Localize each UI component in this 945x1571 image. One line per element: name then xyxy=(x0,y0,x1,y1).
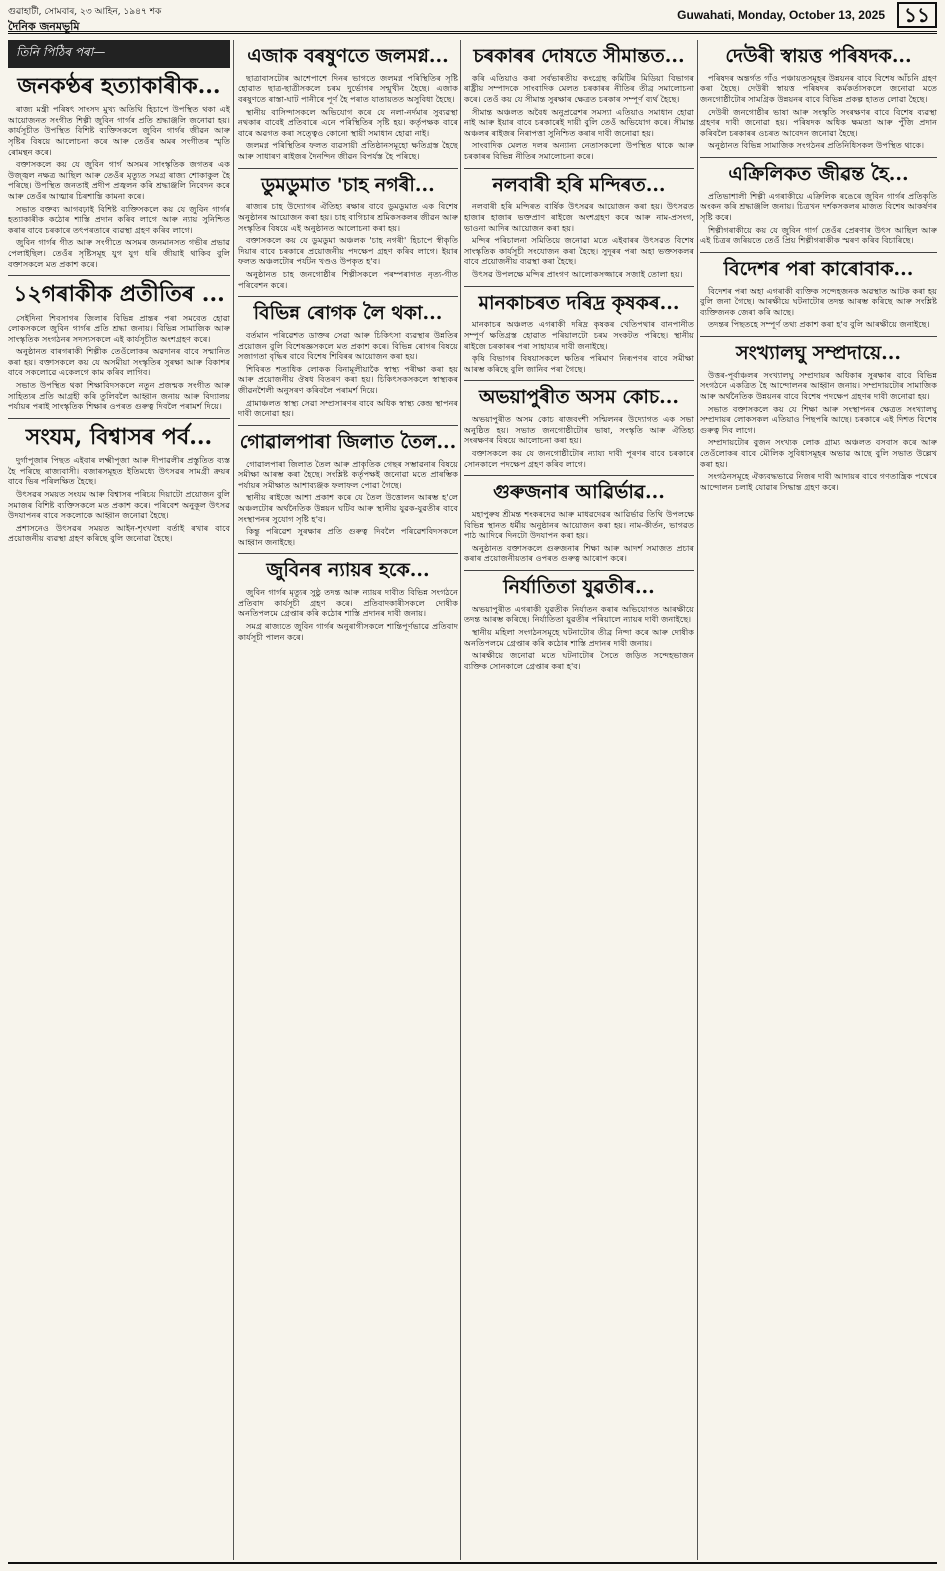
article-headline: এজাক বৰষুণতে জলমগ্ন... xyxy=(247,45,449,67)
newspaper-brand: দৈনিক জনমভূমি xyxy=(8,20,80,33)
article-paragraph: জুবিন গাৰ্গৰ গীত আৰু সংগীতে অসমৰ জনমানসত গভীৰ প্ৰভাৱ পেলাইছিল। তেওঁৰ সৃষ্টিসমূহ যুগ যুগ ধৰি জীয়াই থাকিব বুলি বক্তাসকলে মত প্ৰকাশ কৰে। xyxy=(8,237,230,269)
article-paragraph: অভয়াপুৰীত এগৰাকী যুৱতীক নিৰ্যাতন কৰাৰ অভিযোগত আৰক্ষীয়ে তদন্ত আৰম্ভ কৰিছে। নিৰ্যাতিতা যুৱতীৰ পৰিয়ালে ন্যায়ৰ দাবী জনাইছে। xyxy=(464,603,694,625)
article-paragraph: কৰি এতিয়াও কৰা সৰ্বভাৰতীয় কংগ্ৰেছ কমিটিৰ মিডিয়া বিভাগৰ ৰাষ্ট্ৰীয় সম্পাদকে সাংবাদিক মেলত চৰকাৰৰ নীতিৰ তীব্ৰ সমালোচনা কৰে। তেওঁ কয় যে সীমান্ত সুৰক্ষাৰ ক্ষেত্ৰত চৰকাৰ সম্পূৰ্ণ ব্যৰ্থ হৈছে। xyxy=(464,72,694,105)
article-headline: চৰকাৰৰ দোষতে সীমান্তত... xyxy=(473,45,685,67)
article-paragraph: দেউৰী জনগোষ্ঠীৰ ভাষা আৰু সংস্কৃতি সংৰক্ষণৰ বাবে বিশেষ ব্যৱস্থা গ্ৰহণৰ দাবী জনোৱা হয়। পৰিষদক অধিক ক্ষমতা আৰু পুঁজি প্ৰদান কৰিবলৈ চৰকাৰৰ ওচৰত আবেদন জনোৱা হৈছে। xyxy=(700,106,937,138)
article-paragraph: মন্দিৰ পৰিচালনা সমিতিয়ে জনোৱা মতে এইবাৰৰ উৎসৱত বিশেষ সাংস্কৃতিক কাৰ্যসূচী সংযোজন কৰা হৈছে। সুদূৰৰ পৰা অহা ভক্তসকলৰ বাবে প্ৰয়োজনীয় ব্যৱস্থা কৰা হৈছে। xyxy=(464,235,694,267)
article-paragraph: কিন্তু পৰিৱেশ সুৰক্ষাৰ প্ৰতি গুৰুত্ব দিবলৈ পৰিৱেশবিদসকলে আহ্বান জনাইছে। xyxy=(238,526,458,547)
masthead-rule xyxy=(8,31,937,34)
article-paragraph: অনুষ্ঠানত বাৰগৰাকী শিল্পীক তেওঁলোকৰ অৱদানৰ বাবে সন্মানিত কৰা হয়। বক্তাসকলে কয় যে অসমীয়া সংস্কৃতিৰ সুৰক্ষা আৰু বিকাশৰ বাবে সকলোৱে একেলগে কাম কৰিব লাগিব। xyxy=(8,346,230,378)
article-paragraph: শিল্পীগৰাকীয়ে কয় যে জুবিন গাৰ্গ তেওঁৰ প্ৰেৰণাৰ উৎস আছিল আৰু এই চিত্ৰৰ জৰিয়তে তেওঁ প্ৰিয় শিল্পীগৰাকীক স্মৰণ কৰিব বিচাৰিছে। xyxy=(700,224,937,246)
article-body xyxy=(700,73,937,151)
article-body xyxy=(464,73,694,162)
article-separator xyxy=(464,168,694,169)
continued-kicker: তিনি পিঠিৰ পৰা— xyxy=(8,40,230,68)
article-body xyxy=(8,455,230,544)
masthead-dateline-right: Guwahati, Monday, October 13, 2025 xyxy=(677,8,885,22)
article-paragraph: সভাত বক্তাসকলে কয় যে শিক্ষা আৰু সংস্থাপনৰ ক্ষেত্ৰত সংখ্যালঘু সম্প্ৰদায়ৰ লোকসকল এতিয়াও পিছপৰি আছে। চৰকাৰে এই দিশত বিশেষ গুৰুত্ব দিব লাগে। xyxy=(700,403,937,435)
article-paragraph: ৰাজ্যৰ চাহ উদ্যোগৰ ঐতিহ্য ৰক্ষাৰ বাবে ডুমডুমাত এক বিশেষ অনুষ্ঠানৰ আয়োজন কৰা হয়। চাহ বাগিচাৰ শ্ৰমিকসকলৰ জীৱন আৰু সংস্কৃতিৰ বিষয়ে এই অনুষ্ঠানত আলোচনা কৰা হয়। xyxy=(238,201,458,233)
column-4 xyxy=(700,40,937,1560)
article-headline: জুবিনৰ ন্যায়ৰ হকে... xyxy=(266,559,430,582)
article-headline: মানকাচৰত দৰিদ্ৰ কৃষকৰ... xyxy=(478,291,680,314)
article-body xyxy=(238,459,458,548)
article-separator xyxy=(238,553,458,554)
article-paragraph: বিদেশৰ পৰা অহা এগৰাকী ব্যক্তিক সন্দেহজনক অৱস্থাত আটক কৰা হয় বুলি জনা গৈছে। আৰক্ষীয়ে ঘটনাটোৰ তদন্ত আৰম্ভ কৰিছে আৰু সংশ্লিষ্ট ব্যক্তিজনক জেৰা কৰি আছে। xyxy=(700,285,937,317)
article-paragraph: নলবাৰী হৰি মন্দিৰত বাৰ্ষিক উৎসৱৰ আয়োজন কৰা হয়। উৎসৱত হাজাৰ হাজাৰ ভক্তপ্ৰাণ ৰাইজে অংশগ্ৰহণ কৰে আৰু নাম-প্ৰসংগ, ভাওনা আদিৰ আয়োজন কৰা হয়। xyxy=(464,201,694,233)
article-headline: সংখ্যালঘু সম্প্ৰদায়ে... xyxy=(736,342,901,365)
article-headline: ১২গৰাকীক প্ৰতীতিৰ ... xyxy=(13,281,225,308)
article-paragraph: স্থানীয় ৰাইজে আশা প্ৰকাশ কৰে যে তৈল উত্তোলন আৰম্ভ হ'লে অঞ্চলটোৰ অৰ্থনৈতিক উন্নয়ন ঘটিব আৰু স্থানীয় যুৱক-যুৱতীৰ বাবে সংস্থাপনৰ সুযোগ সৃষ্টি হ'ব। xyxy=(238,492,458,524)
article-headline: ডুমডুমাত 'চাহ নগৰী... xyxy=(261,173,435,196)
article-paragraph: বক্তাসকলে কয় যে জনগোষ্ঠীটোৰ ন্যায্য দাবী পূৰণৰ বাবে চৰকাৰে সোনকালে পদক্ষেপ গ্ৰহণ কৰিব লাগে। xyxy=(464,448,694,469)
article-headline: গুৰুজনাৰ আৱিৰ্ভাৱ... xyxy=(493,481,665,504)
article-paragraph: জুবিন গাৰ্গৰ মৃত্যুৰ সুষ্ঠু তদন্ত আৰু ন্যায়ৰ দাবীত বিভিন্ন সংগঠনে প্ৰতিবাদ কাৰ্যসূচী গ্ৰহণ কৰে। প্ৰতিবাদকাৰীসকলে দোষীক অনতিপলমে গ্ৰেপ্তাৰ কৰি কঠোৰ শাস্তি প্ৰদানৰ দাবী জনায়। xyxy=(238,587,458,619)
column-2 xyxy=(238,40,458,1560)
page-bottom-rule xyxy=(8,1562,937,1564)
article-paragraph: অনুষ্ঠানত বক্তাসকলে গুৰুজনাৰ শিক্ষা আৰু আদৰ্শ সমাজত প্ৰচাৰ কৰাৰ প্ৰয়োজনীয়তাৰ ওপৰত গুৰুত্ব আৰোপ কৰে। xyxy=(464,542,694,564)
article-paragraph: সভাত বক্তব্য আগবঢ়াই বিশিষ্ট ব্যক্তিসকলে কয় যে জুবিন গাৰ্গৰ হত্যাকাৰীক কঠোৰ শাস্তি প্ৰদান কৰিব লাগে আৰু ন্যায় সুনিশ্চিত কৰাৰ বাবে চৰকাৰে তৎপৰতাৰে ব্যৱস্থা গ্ৰহণ কৰিব লাগে। xyxy=(8,203,230,235)
article-paragraph: জলমগ্ন পৰিস্থিতিৰ ফলত ব্যৱসায়ী প্ৰতিষ্ঠানসমূহো ক্ষতিগ্ৰস্ত হৈছে আৰু সাধাৰণ ৰাইজৰ দৈনন্দিন জীৱন বিপৰ্যস্ত হৈ পৰিছে। xyxy=(238,140,458,161)
article-paragraph: অভয়াপুৰীত অসম কোচ ৰাজবংশী সন্মিলনৰ উদ্যোগত এক সভা অনুষ্ঠিত হয়। সভাত জনগোষ্ঠীটোৰ ভাষা, সংস্কৃতি আৰু ঐতিহ্য সংৰক্ষণৰ বিষয়ে আলোচনা কৰা হয়। xyxy=(464,414,694,446)
article-headline: নিৰ্যাতিতা যুৱতীৰ... xyxy=(503,576,655,599)
article-headline: বিভিন্ন ৰোগক লৈ থকা... xyxy=(253,302,443,325)
article-body xyxy=(464,201,694,279)
article-paragraph: সংগঠনসমূহে ঐক্যবদ্ধভাৱে নিজৰ দাবী আদায়ৰ বাবে গণতান্ত্ৰিক পথেৰে আন্দোলন চলাই যোৱাৰ সিদ্ধান্ত গ্ৰহণ কৰে। xyxy=(700,471,937,492)
article-paragraph: বৰ্তমান পৰিৱেশত ডাক্তৰ সেৱা আৰু চিকিৎসা ব্যৱস্থাৰ উন্নতিৰ প্ৰয়োজন বুলি বিশেষজ্ঞসকলে মত প্ৰকাশ কৰে। বিভিন্ন ৰোগৰ বিষয়ে সজাগতা বৃদ্ধিৰ বাবে বিশেষ শিবিৰৰ আয়োজন কৰা হয়। xyxy=(238,330,458,362)
article-separator xyxy=(464,570,694,571)
article-body xyxy=(464,319,694,374)
article-paragraph: গ্ৰামাঞ্চলত স্বাস্থ্য সেৱা সম্প্ৰসাৰণৰ বাবে অধিক স্বাস্থ্য কেন্দ্ৰ স্থাপনৰ দাবী জনোৱা হয়। xyxy=(238,397,458,419)
article-paragraph: আৰক্ষীয়ে জনোৱা মতে ঘটনাটোৰ সৈতে জড়িত সন্দেহভাজন ব্যক্তিক সোনকালে গ্ৰেপ্তাৰ কৰা হ'ব। xyxy=(464,650,694,671)
article-paragraph: কৃষি বিভাগৰ বিষয়াসকলে ক্ষতিৰ পৰিমাণ নিৰূপণৰ বাবে সমীক্ষা আৰম্ভ কৰিছে বুলি জানিব পৰা গৈছে। xyxy=(464,353,694,374)
article-paragraph: ৰাজ্য মন্ত্ৰী পৰিষৎ সাংসদ মুখ্য অতিথি হিচাপে উপস্থিত থকা এই আয়োজনত সংগীত শিল্পী জুবিন গাৰ্গৰ প্ৰতি শ্ৰদ্ধাঞ্জলি জনোৱা হয়। কাৰ্যসূচীত উপস্থিত বিশিষ্ট ব্যক্তিসকলে জুবিন গাৰ্গৰ জীৱন আৰু সৃষ্টিৰ বিষয়ে আলোচনা কৰে আৰু তেওঁৰ অমৰ সংগীতৰ স্মৃতি ৰোমন্থন কৰে। xyxy=(8,104,230,157)
article-body xyxy=(700,191,937,246)
article-body xyxy=(238,73,458,162)
article-body xyxy=(700,286,937,330)
article-paragraph: সমগ্ৰ ৰাজ্যতে জুবিন গাৰ্গৰ অনুৰাগীসকলে শান্তিপূৰ্ণভাৱে প্ৰতিবাদ কাৰ্যসূচী পালন কৰে। xyxy=(238,621,458,642)
article-paragraph: উৎসৱৰ সময়ত সংযম আৰু বিশ্বাসৰ পৰিচয় দিয়াটো প্ৰয়োজন বুলি সমাজৰ বিশিষ্ট ব্যক্তিসকলে মত প্ৰকাশ কৰে। পৰিবেশ অনুকূল উৎসৱ উদযাপনৰ বাবে সকলোকে আহ্বান জনোৱা হৈছে। xyxy=(8,488,230,521)
article-headline: এক্ৰিলিকত জীৱন্ত হৈ... xyxy=(728,163,909,185)
article-paragraph: সম্প্ৰদায়টোৰ বুজন সংখ্যক লোক গ্ৰাম্য অঞ্চলত বসবাস কৰে আৰু তেওঁলোকৰ বাবে মৌলিক সুবিধাসমূহৰ অভাৱ আছে বুলি সভাত উল্লেখ কৰা হয়। xyxy=(700,437,937,469)
page-number: ১১ xyxy=(897,2,937,28)
masthead xyxy=(0,0,945,32)
article-paragraph: ছাত্ৰাবাসটোৰ আশেপাশে দিনৰ ভাগতে জলমগ্ন পৰিস্থিতিৰ সৃষ্টি হোৱাত ছাত্ৰ-ছাত্ৰীসকলে চৰম দুৰ্ভোগৰ সন্মুখীন হৈছে। এজাক বৰষুণতে ৰাস্তা-ঘাট পানীৰে পূৰ্ণ হৈ পৰাত যাতায়তত অসুবিধা হৈছে। xyxy=(238,72,458,105)
article-headline: গোৱালপাৰা জিলাত তৈল... xyxy=(239,430,457,453)
article-body xyxy=(464,414,694,469)
article-paragraph: বক্তাসকলে কয় যে ডুমডুমা অঞ্চলক 'চাহ নগৰী' হিচাপে স্বীকৃতি দিয়াৰ বাবে চৰকাৰে প্ৰয়োজনীয় পদক্ষেপ গ্ৰহণ কৰিব লাগে। ইয়াৰ ফলত অঞ্চলটোৰ পৰ্যটন খণ্ডও উপকৃত হ'ব। xyxy=(238,235,458,267)
article-headline: বিদেশৰ পৰা কাৰোবাক... xyxy=(723,257,914,280)
article-paragraph: গোৱালপাৰা জিলাত তৈল আৰু প্ৰাকৃতিক গেছৰ সম্ভাৱনাৰ বিষয়ে সমীক্ষা আৰম্ভ কৰা হৈছে। সংশ্লিষ্ট কৰ্তৃপক্ষই জনোৱা মতে প্ৰাৰম্ভিক পৰ্যায়ৰ সমীক্ষাত আশাব্যঞ্জক ফলাফল পোৱা গৈছে। xyxy=(238,458,458,490)
article-paragraph: অনুষ্ঠানত বিভিন্ন সামাজিক সংগঠনৰ প্ৰতিনিধিসকল উপস্থিত থাকে। xyxy=(708,140,925,151)
column-rule xyxy=(697,40,698,1560)
article-headline: দেউৰী স্বায়ত্ত পৰিষদক... xyxy=(725,45,912,67)
article-separator xyxy=(464,380,694,381)
article-paragraph: মানকাচৰ অঞ্চলত এগৰাকী দৰিদ্ৰ কৃষকৰ খেতিপথাৰ বানপানীত সম্পূৰ্ণ ক্ষতিগ্ৰস্ত হোৱাত পৰিয়ালটো চৰম সংকটত পৰিছে। স্থানীয় ৰাইজে চৰকাৰৰ পৰা সাহায্যৰ দাবী জনাইছে। xyxy=(464,319,694,351)
article-body xyxy=(238,587,458,642)
article-paragraph: দুৰ্গাপূজাৰ পিছত এইবাৰ লক্ষ্মীপূজা আৰু দীপাৱলীৰ প্ৰস্তুতিত ব্যস্ত হৈ পৰিছে ৰাজ্যবাসী। বজাৰসমূহত ইতিমধ্যে উৎসৱৰ সামগ্ৰী ক্ৰয়ৰ বাবে ভিৰ পৰিলক্ষিত হৈছে। xyxy=(8,455,230,487)
article-body xyxy=(8,313,230,412)
article-separator xyxy=(464,475,694,476)
article-paragraph: সীমান্ত অঞ্চলত অবৈধ অনুপ্ৰৱেশৰ সমস্যা এতিয়াও সমাধান হোৱা নাই আৰু ইয়াৰ বাবে চৰকাৰেই দায়ী বুলি তেওঁ অভিযোগ কৰে। সীমান্ত অঞ্চলৰ ৰাইজৰ নিৰাপত্তা সুনিশ্চিত কৰাৰ দাবী জনোৱা হয়। xyxy=(464,106,694,138)
article-paragraph: সাংবাদিক মেলত দলৰ অন্যান্য নেতাসকলো উপস্থিত থাকে আৰু চৰকাৰৰ বিভিন্ন নীতিৰ সমালোচনা কৰে। xyxy=(464,140,694,161)
column-rule xyxy=(460,40,461,1560)
article-headline: সংযম, বিশ্বাসৰ পৰ্ব... xyxy=(25,423,213,450)
article-paragraph: স্থানীয় বাসিন্দাসকলে অভিযোগ কৰে যে নলা-নৰ্দমাৰ সুব্যৱস্থা নথকাৰ বাবেই প্ৰতিবাৰে এনে পৰিস্থিতিৰ সৃষ্টি হয়। কৰ্তৃপক্ষক বাৰে বাৰে অৱগত কৰা সত্ত্বেও কোনো স্থায়ী সমাধান হোৱা নাই। xyxy=(238,106,458,138)
column-1 xyxy=(8,40,230,1560)
article-separator xyxy=(238,168,458,169)
article-separator xyxy=(8,275,230,276)
article-paragraph: পৰিষদৰ অন্তৰ্গত গাঁও পঞ্চায়তসমূহৰ উন্নয়নৰ বাবে বিশেষ আঁচনি গ্ৰহণ কৰা হৈছে। দেউৰী স্বায়ত্ত পৰিষদৰ কৰ্মকৰ্তাসকলে জনোৱা মতে জনগোষ্ঠীটোৰ সামগ্ৰিক উন্নয়নৰ বাবে বিভিন্ন প্ৰকল্প হাতত লোৱা হৈছে। xyxy=(700,72,937,105)
article-body xyxy=(238,330,458,419)
article-body xyxy=(8,104,230,269)
article-body xyxy=(464,509,694,564)
article-headline: অভয়াপুৰীত অসম কোচ... xyxy=(479,386,679,409)
article-body xyxy=(700,370,937,493)
article-separator xyxy=(464,286,694,287)
article-paragraph: মহাপুৰুষ শ্ৰীমন্ত শংকৰদেৱ আৰু মাধৱদেৱৰ আৱিৰ্ভাৱ তিথি উপলক্ষে বিভিন্ন স্থানত ধৰ্মীয় অনুষ্ঠানৰ আয়োজন কৰা হয়। নাম-কীৰ্তন, ভাগৱত পাঠ আদিৰে দিনটো উদযাপন কৰা হয়। xyxy=(464,509,694,541)
article-paragraph: উত্তৰ-পূৰ্বাঞ্চলৰ সংখ্যালঘু সম্প্ৰদায়ৰ অধিকাৰ সুৰক্ষাৰ বাবে বিভিন্ন সংগঠনে একত্ৰিত হৈ আন্দোলনৰ আহ্বান জনায়। সম্প্ৰদায়টোৰ সামাজিক আৰু অৰ্থনৈতিক উন্নয়নৰ বাবে বিশেষ পদক্ষেপ গ্ৰহণৰ দাবী জনোৱা হয়। xyxy=(700,369,937,402)
article-paragraph: সভাত উপস্থিত থকা শিক্ষাবিদসকলে নতুন প্ৰজন্মক সংগীত আৰু সাহিত্যৰ প্ৰতি আগ্ৰহী কৰি তুলিবলৈ আহ্বান জনায় আৰু বিদ্যালয় পৰ্যায়ৰ পৰাই সাংস্কৃতিক শিক্ষাৰ ওপৰত গুৰুত্ব দিবলৈ পৰামৰ্শ দিয়ে। xyxy=(8,380,230,412)
article-body xyxy=(238,201,458,290)
article-paragraph: প্ৰশাসনেও উৎসৱৰ সময়ত আইন-শৃংখলা বৰ্তাই ৰখাৰ বাবে প্ৰয়োজনীয় ব্যৱস্থা গ্ৰহণ কৰিছে বুলি জনোৱা হৈছে। xyxy=(8,522,230,544)
article-headline: নলবাৰী হৰি মন্দিৰত... xyxy=(492,173,666,196)
article-headline: জনকণ্ঠৰ হত্যাকাৰীক... xyxy=(17,73,221,99)
article-separator xyxy=(700,157,937,158)
article-separator xyxy=(238,296,458,297)
article-paragraph: শিবিৰত শতাধিক লোকক বিনামূলীয়াকৈ স্বাস্থ্য পৰীক্ষা কৰা হয় আৰু প্ৰয়োজনীয় ঔষধ বিতৰণ কৰা হয়। চিকিৎসকসকলে স্বাস্থ্যকৰ জীৱনশৈলী অনুসৰণ কৰিবলৈ পৰামৰ্শ দিয়ে। xyxy=(238,363,458,395)
article-separator xyxy=(8,418,230,419)
article-paragraph: প্ৰতিভাশালী শিল্পী এগৰাকীয়ে এক্ৰিলিক ৰঙেৰে জুবিন গাৰ্গৰ প্ৰতিকৃতি অংকন কৰি শ্ৰদ্ধাঞ্জলি জনায়। চিত্ৰখন দৰ্শকসকলৰ মাজত বিশেষ আকৰ্ষণৰ সৃষ্টি কৰে। xyxy=(700,190,937,223)
column-rule xyxy=(233,40,234,1560)
article-paragraph: সেইদিনা শিবসাগৰ জিলাৰ বিভিন্ন প্ৰান্তৰ পৰা সমবেত হোৱা লোকসকলে জুবিন গাৰ্গৰ প্ৰতি শ্ৰদ্ধা জনায়। বিভিন্ন সামাজিক আৰু সাংস্কৃতিক সংগঠনৰ সদস্যসকলে এই কাৰ্যসূচীত অংশগ্ৰহণ কৰে। xyxy=(8,312,230,344)
article-paragraph: তদন্তৰ পিছতহে সম্পূৰ্ণ তথ্য প্ৰকাশ কৰা হ'ব বুলি আৰক্ষীয়ে জনাইছে। xyxy=(708,319,930,330)
article-paragraph: উৎসৱ উপলক্ষে মন্দিৰ প্ৰাংগণ আলোকসজ্জাৰে সজাই তোলা হয়। xyxy=(472,269,683,279)
article-separator xyxy=(700,336,937,337)
article-separator xyxy=(238,425,458,426)
article-paragraph: বক্তাসকলে কয় যে জুবিন গাৰ্গ অসমৰ সাংস্কৃতিক জগতৰ এক উজ্জ্বল নক্ষত্ৰ আছিল আৰু তেওঁৰ মৃত্যুত সমগ্ৰ ৰাজ্য শোকাকুল হৈ পৰিছে। উপস্থিত জনতাই প্ৰদীপ প্ৰজ্বলন কৰি শ্ৰদ্ধাঞ্জলি নিবেদন কৰে আৰু তেওঁৰ আত্মাৰ চিৰশান্তি কামনা কৰে। xyxy=(8,159,230,202)
column-3 xyxy=(464,40,694,1560)
article-separator xyxy=(700,252,937,253)
article-body xyxy=(464,604,694,672)
article-paragraph: স্থানীয় মহিলা সংগঠনসমূহে ঘটনাটোৰ তীব্ৰ নিন্দা কৰে আৰু দোষীক অনতিপলমে গ্ৰেপ্তাৰ কৰি কঠোৰ শাস্তি প্ৰদানৰ দাবী জনায়। xyxy=(464,627,694,648)
masthead-dateline-left: গুৱাহাটী, সোমবাৰ, ২৩ আহিন, ১৯৪৭ শক xyxy=(8,7,162,17)
article-paragraph: অনুষ্ঠানত চাহ জনগোষ্ঠীৰ শিল্পীসকলে পৰম্পৰাগত নৃত্য-গীত পৰিবেশন কৰে। xyxy=(238,269,458,290)
